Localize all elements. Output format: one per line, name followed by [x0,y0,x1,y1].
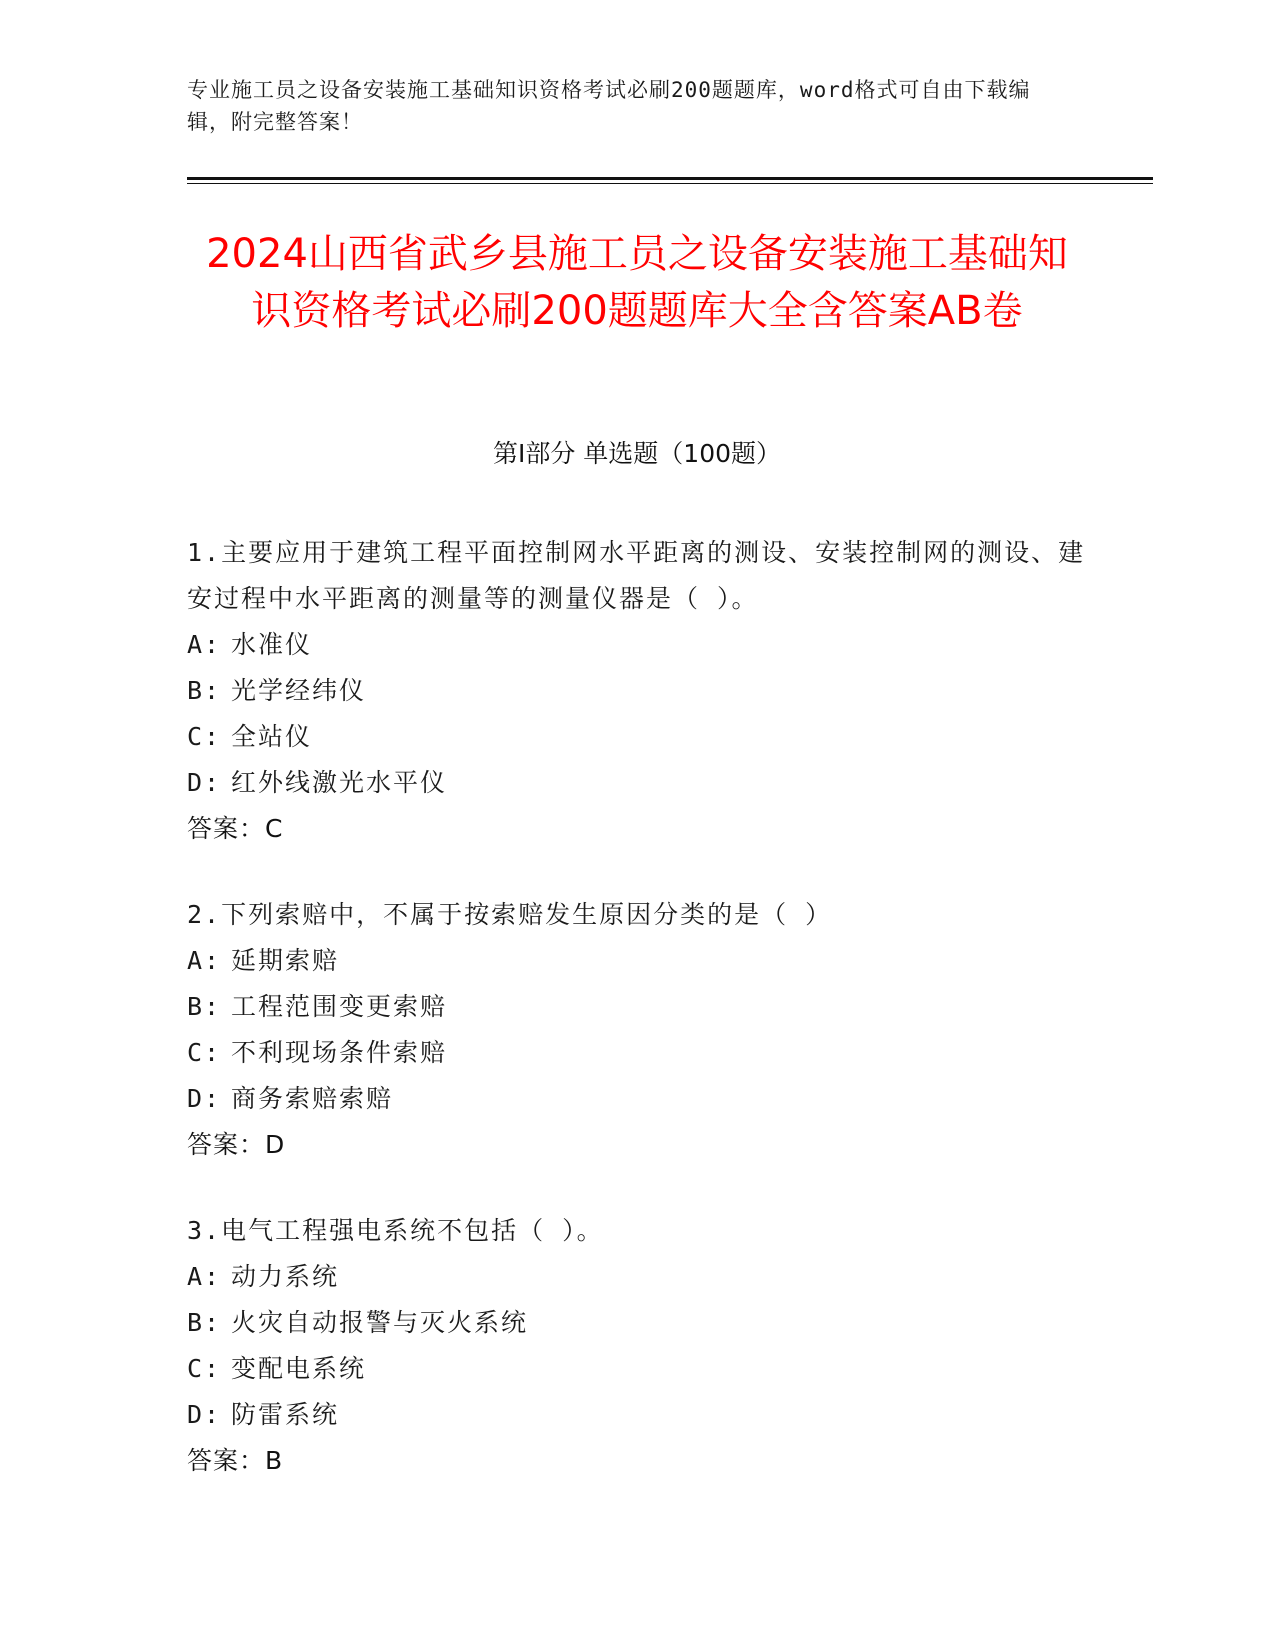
question-1 [187,530,1087,852]
option-text: 光学经纬仪 [231,676,367,705]
question-stem: 3.电气工程强电系统不包括（ ）。 [187,1216,604,1245]
option-b [187,1300,1087,1346]
answer: 答案：D [187,1130,286,1159]
option-c [187,1030,1087,1076]
option-text: 变配电系统 [231,1354,367,1383]
header-rule-thick [187,177,1153,180]
section-heading: 第I部分 单选题（100题） [492,439,782,468]
option-key: B: [187,1308,222,1337]
option-key: D: [187,1400,222,1429]
option-a [187,938,1087,984]
answer: 答案：C [187,814,284,843]
option-c [187,1346,1087,1392]
option-d [187,760,1087,806]
question-3 [187,1208,1087,1484]
option-c [187,714,1087,760]
question-stem: 1.主要应用于建筑工程平面控制网水平距离的测设、安装控制网的测设、建安过程中水平距离的测量等的测量仪器是（ ）。 [187,538,1086,613]
option-key: D: [187,768,222,797]
option-text: 不利现场条件索赔 [231,1038,448,1067]
answer: 答案：B [187,1446,284,1475]
option-text: 动力系统 [231,1262,340,1291]
option-key: A: [187,1262,222,1291]
option-d [187,1076,1087,1122]
option-key: B: [187,676,222,705]
document-title: 2024山西省武乡县施工员之设备安装施工基础知识资格考试必刷200题题库大全含答案AB卷 [206,231,1068,334]
option-d [187,1392,1087,1438]
option-key: A: [187,946,222,975]
option-text: 工程范围变更索赔 [231,992,448,1021]
option-key: B: [187,992,222,1021]
option-key: C: [187,722,222,751]
option-text: 火灾自动报警与灭火系统 [231,1308,529,1337]
question-list [187,530,1087,1524]
option-text: 全站仪 [231,722,313,751]
question-stem: 2.下列索赔中，不属于按索赔发生原因分类的是（ ） [187,900,833,929]
option-text: 红外线激光水平仪 [231,768,448,797]
option-text: 商务索赔索赔 [231,1084,394,1113]
option-b [187,668,1087,714]
option-text: 延期索赔 [231,946,340,975]
option-key: C: [187,1354,222,1383]
option-text: 水准仪 [231,630,313,659]
header-note: 专业施工员之设备安装施工基础知识资格考试必刷200题题库，word格式可自由下载编辑，附完整答案！ [187,78,1031,134]
question-2 [187,892,1087,1168]
option-b [187,984,1087,1030]
option-a [187,622,1087,668]
header-rule-thin [187,183,1153,184]
option-key: D: [187,1084,222,1113]
option-key: C: [187,1038,222,1067]
option-text: 防雷系统 [231,1400,340,1429]
option-a [187,1254,1087,1300]
option-key: A: [187,630,222,659]
